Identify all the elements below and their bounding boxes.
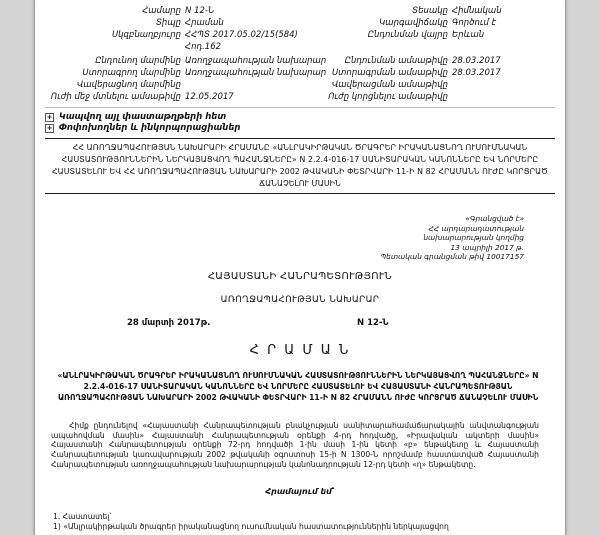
document-page (34, 0, 566, 535)
meta-value: Հիմնական (452, 6, 502, 16)
meta-label: Ուժը կորցնելու ամսաթիվը (328, 92, 448, 102)
expand-plus-icon: + (46, 112, 53, 121)
meta-label: Ստորագրման ամսաթիվը (331, 68, 448, 78)
registration-line: նախարարության կողմից (423, 233, 524, 243)
meta-label: Կարգավիճակը (379, 18, 448, 28)
meta-value: Երևան (452, 30, 485, 40)
ministry-heading: ԱՌՈՂՋԱՊԱՀՈՒԹՅԱՆ ՆԱԽԱՐԱՐ (220, 295, 380, 305)
meta-label: Ընդունման վայրը (367, 30, 448, 40)
meta-value: Գործում է (452, 18, 497, 28)
republic-heading: ՀԱՅԱՍՏԱՆԻ ՀԱՆՐԱՊԵՏՈՒԹՅՈՒՆ (207, 271, 393, 282)
meta-label: Ընդունող մարմինը (95, 56, 181, 66)
decree-line: Հրամայում եմ՝ (265, 487, 335, 496)
meta-label: Վավերացնող մարմինը (77, 80, 181, 90)
meta-label: Համարը (142, 6, 181, 16)
meta-value: Հոդ.162 (185, 42, 222, 52)
order-date: 28 մարտի 2017թ. (127, 318, 211, 328)
meta-label: Ստորագրող մարմինը (82, 68, 181, 78)
meta-label: Վավերացման ամսաթիվը (331, 80, 448, 90)
divider (45, 107, 555, 108)
amendments-expander[interactable] (45, 123, 240, 133)
meta-value: Առողջապահության նախարար (185, 68, 327, 78)
expand-plus-icon: + (46, 123, 53, 132)
order-word: Հ Ր Ա Մ Ա Ն (249, 343, 351, 358)
registration-number: Պետական գրանցման թիվ 10017157 (380, 252, 524, 262)
order-number: N 12-Ն (357, 318, 389, 328)
registration-line: ՀՀ արդարադատության (428, 223, 524, 233)
registration-date: 13 ապրիլի 2017 թ. (450, 242, 524, 252)
list-item: 1. Հաստատել՝ (53, 512, 112, 521)
registration-head: «Գրանցված է» (465, 214, 524, 223)
list-item: 1) «Անլրակիրթական ծրագրեր իրականացնող ուսումնական հաստատություններին ներկայացվող (53, 522, 449, 531)
meta-value: Հրաման (185, 18, 224, 28)
meta-label: Սկզբնաղբյուրը (111, 30, 181, 40)
order-subject: «ԱՆԼՐԱԿԻՐԹԱԿԱՆ ԾՐԱԳՐԵՐ ԻՐԱԿԱՆԱՑՆՈՂ ՈՒՍՈՒՄՆԱԿԱՆ ՀԱՍՏԱՏՈՒԹՅՈՒՆՆԵՐԻՆ ՆԵՐԿԱՅԱՑՎՈՂ ՊԱՀԱՆՋՆԵՐԸ» N 2.2.4-016-17 ՍԱՆԻՏԱՐԱԿԱՆ ԿԱՆՈՆՆԵՐԸ ԵՎ ՆՈՐՄԵՐԸ ՀԱՍՏԱՏԵԼՈՒ ԵՎ ՀԱՅԱՍՏԱՆԻ ՀԱՆՐԱՊԵՏՈՒԹՅԱՆ ԱՌՈՂՋԱՊԱՀՈՒԹՅԱՆ ՆԱԽԱՐԱՐԻ 2002 ԹՎԱԿԱՆԻ ՓԵՏՐՎԱՐԻ 11-Ի N 82 ՀՐԱՄԱՆՆ ՈՒԺԸ ԿՈՐՑՐԱԾ ՃԱՆԱՉԵԼՈՒ ՄԱՍԻՆ (57, 371, 539, 402)
meta-label: Տեսակը (412, 6, 448, 16)
expander-label: Փոփոխողներ և ինկորպորացիաներ (59, 123, 241, 133)
meta-value: 12.05.2017 (185, 92, 234, 102)
related-documents-expander[interactable] (45, 112, 226, 122)
meta-label: Ուժի մեջ մտնելու ամսաթիվը (50, 92, 181, 102)
expander-label: Կապվող այլ փաստաթղթերի հետ (59, 112, 227, 122)
meta-value: 28.03.2017 (452, 68, 501, 78)
meta-label: Ընդունման ամսաթիվը (344, 56, 448, 66)
document-title-block (45, 138, 555, 194)
meta-value: 28.03.2017 (452, 56, 501, 66)
document-title: ՀՀ ԱՌՈՂՋԱՊԱՀՈՒԹՅԱՆ ՆԱԽԱՐԱՐԻ ՀՐԱՄԱՆԸ «ԱՆԼՐԱԿԻՐԹԱԿԱՆ ԾՐԱԳՐԵՐ ԻՐԱԿԱՆԱՑՆՈՂ ՈՒՍՈՒՄՆԱԿԱՆ ՀԱՍՏԱՏՈՒԹՅՈՒՆՆԵՐԻՆ ՆԵՐԿԱՅԱՑՎՈՂ ՊԱՀԱՆՋՆԵՐԸ» N 2.2.4-016-17 ՍԱՆԻՏԱՐԱԿԱՆ ԿԱՆՈՆՆԵՐԸ ԵՎ ՆՈՐՄԵՐԸ ՀԱՍՏԱՏԵԼՈՒ ԵՎ ՀՀ ԱՌՈՂՋԱՊԱՀՈՒԹՅԱՆ ՆԱԽԱՐԱՐԻ 2002 ԹՎԱԿԱՆԻ ՓԵՏՐՎԱՐԻ 11-Ի N 82 ՀՐԱՄԱՆՆ ՈՒԺԸ ԿՈՐՑՐԱԾ ՃԱՆԱՉԵԼՈՒ ՄԱՍԻՆ (51, 143, 549, 188)
meta-value: N 12-Ն (185, 6, 215, 16)
meta-label: Տիպը (155, 18, 181, 28)
registration-stamp (380, 214, 524, 262)
meta-value: Առողջապահության նախարար (185, 56, 327, 66)
order-body-paragraph: Հիմք ընդունելով «Հայաստանի Հանրապետության բնակչության սանիտարահամաճարակային անվտանգության ապահովման մասին» Հայաստանի Հանրապետության օրենքի 4-րդ հոդվածը, «Իրավական ակտերի մասին» Հայաստանի Հանրապետության օրենքի 72-րդ հոդվածի 1-ին մասի 1-ին կետի «բ» ենթակետը և Հայաստանի Հանրապետության կառավարության 2002 թվականի օգոստոսի 15-ի N 1300-Ն որոշմամբ հաստատված Հայաստանի Հանրապետության առողջապահության նախարարության կանոնադրության 12-րդ կետի «ղ» ենթակետը. (51, 421, 539, 469)
document-metadata (35, 0, 565, 104)
meta-value: ՀՀՊՏ 2017.05.02/15(584) (185, 30, 298, 40)
